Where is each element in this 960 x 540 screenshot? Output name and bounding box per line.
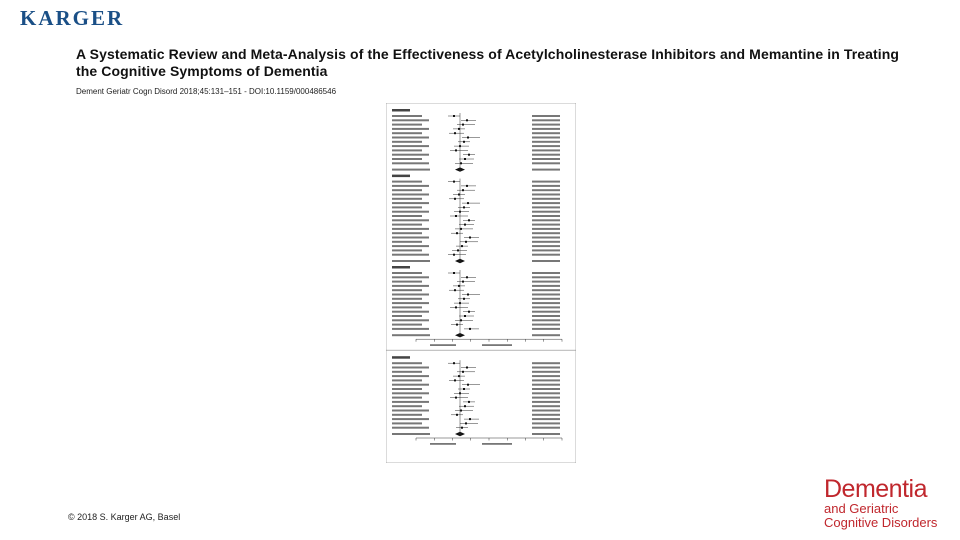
study-label [392, 194, 429, 196]
effect-point [464, 224, 466, 226]
effect-point [462, 281, 464, 283]
study-label [392, 149, 422, 151]
study-label [392, 392, 429, 394]
study-label [392, 211, 429, 213]
study-label [392, 367, 429, 369]
effect-point [465, 422, 467, 424]
effect-point [454, 379, 456, 381]
effect-point [464, 405, 466, 407]
effect-value [532, 388, 560, 390]
effect-value [532, 281, 560, 283]
effect-point [467, 202, 469, 204]
study-label [392, 128, 429, 130]
effect-point [463, 298, 465, 300]
subtotal-label [392, 169, 430, 171]
effect-point [460, 319, 462, 321]
favours-right-label [482, 443, 512, 445]
effect-point [456, 324, 458, 326]
effect-value [532, 206, 560, 208]
forest-plot-figure [386, 103, 576, 463]
effect-point [456, 232, 458, 234]
effect-point [466, 367, 468, 369]
effect-value [532, 237, 560, 239]
effect-value [532, 401, 560, 403]
effect-point [454, 198, 456, 200]
effect-value [532, 254, 560, 256]
study-label [392, 422, 422, 424]
effect-point [464, 315, 466, 317]
study-label [392, 132, 422, 134]
study-label [392, 198, 422, 200]
effect-value [532, 115, 560, 117]
study-label [392, 281, 422, 283]
effect-value [532, 427, 560, 429]
effect-point [453, 115, 455, 117]
effect-value [532, 154, 560, 156]
subtotal-value [532, 433, 560, 435]
effect-point [458, 285, 460, 287]
effect-value [532, 375, 560, 377]
effect-point [460, 410, 462, 412]
effect-value [532, 241, 560, 243]
effect-point [466, 185, 468, 187]
effect-value [532, 185, 560, 187]
study-label [392, 215, 422, 217]
effect-point [463, 388, 465, 390]
copyright: © 2018 S. Karger AG, Basel [68, 512, 181, 522]
study-label [392, 119, 429, 121]
effect-point [462, 124, 464, 126]
effect-point [453, 254, 455, 256]
effect-value [532, 272, 560, 274]
study-label [392, 371, 422, 373]
study-label [392, 315, 422, 317]
study-label [392, 232, 422, 234]
study-label [392, 206, 422, 208]
effect-value [532, 232, 560, 234]
journal-logo [824, 476, 954, 530]
favours-left-label [430, 344, 456, 346]
study-label [392, 311, 429, 313]
effect-point [464, 158, 466, 160]
effect-value [532, 397, 560, 399]
effect-point [455, 149, 457, 151]
effect-point [455, 306, 457, 308]
study-label [392, 410, 429, 412]
effect-value [532, 137, 560, 139]
study-label [392, 397, 422, 399]
study-label [392, 224, 422, 226]
effect-value [532, 215, 560, 217]
study-label [392, 328, 429, 330]
effect-value [532, 158, 560, 160]
effect-value [532, 422, 560, 424]
effect-value [532, 124, 560, 126]
effect-point [462, 189, 464, 191]
favours-left-label [430, 443, 456, 445]
effect-value [532, 162, 560, 164]
effect-point [455, 397, 457, 399]
effect-point [461, 427, 463, 429]
effect-point [458, 128, 460, 130]
study-label [392, 245, 429, 247]
effect-point [468, 219, 470, 221]
figure-frame [386, 103, 576, 463]
effect-value [532, 119, 560, 121]
study-label [392, 249, 422, 251]
study-label [392, 285, 429, 287]
effect-value [532, 145, 560, 147]
effect-value [532, 198, 560, 200]
effect-point [469, 237, 471, 239]
slide-title: A Systematic Review and Meta-Analysis of the Effectiveness of Acetylcholinesterase Inhibitors and Memantine in Treating the Cognitive Symptoms of Dementia [76, 46, 900, 79]
section-header [392, 109, 410, 112]
effect-point [467, 294, 469, 296]
effect-point [469, 418, 471, 420]
subtotal-value [532, 169, 560, 171]
effect-value [532, 418, 560, 420]
study-label [392, 145, 429, 147]
study-label [392, 401, 429, 403]
effect-value [532, 371, 560, 373]
effect-value [532, 194, 560, 196]
effect-point [463, 206, 465, 208]
effect-value [532, 405, 560, 407]
study-label [392, 124, 422, 126]
effect-point [456, 414, 458, 416]
study-label [392, 137, 429, 139]
study-label [392, 254, 429, 256]
effect-value [532, 132, 560, 134]
effect-value [532, 414, 560, 416]
effect-point [454, 132, 456, 134]
effect-value [532, 384, 560, 386]
karger-logo: KARGER [20, 6, 125, 30]
section-header [392, 266, 410, 269]
effect-point [453, 362, 455, 364]
study-label [392, 272, 422, 274]
effect-value [532, 219, 560, 221]
study-label [392, 375, 429, 377]
study-label [392, 115, 422, 117]
study-label [392, 189, 422, 191]
study-label [392, 319, 429, 321]
journal-name-line1: Dementia [824, 475, 927, 503]
study-label [392, 362, 422, 364]
effect-point [465, 241, 467, 243]
effect-value [532, 249, 560, 251]
effect-value [532, 211, 560, 213]
effect-point [454, 289, 456, 291]
effect-point [453, 272, 455, 274]
effect-point [462, 371, 464, 373]
study-label [392, 414, 422, 416]
study-label [392, 237, 429, 239]
effect-value [532, 328, 560, 330]
study-label [392, 219, 429, 221]
study-label [392, 298, 422, 300]
section-header [392, 175, 410, 178]
effect-point [461, 245, 463, 247]
journal-name-line3: Cognitive Disorders [824, 515, 938, 530]
effect-point [460, 228, 462, 230]
study-label [392, 241, 422, 243]
effect-value [532, 367, 560, 369]
effect-value [532, 289, 560, 291]
study-label [392, 185, 429, 187]
effect-value [532, 128, 560, 130]
effect-value [532, 298, 560, 300]
study-label [392, 228, 429, 230]
study-label [392, 384, 429, 386]
journal-name-line2: and Geriatric [824, 501, 899, 516]
effect-value [532, 379, 560, 381]
effect-value [532, 149, 560, 151]
effect-value [532, 392, 560, 394]
study-label [392, 181, 422, 183]
effect-point [460, 162, 462, 164]
study-label [392, 154, 429, 156]
study-label [392, 379, 422, 381]
effect-value [532, 224, 560, 226]
effect-value [532, 276, 560, 278]
effect-value [532, 181, 560, 183]
effect-point [466, 276, 468, 278]
subtotal-value [532, 260, 560, 262]
effect-point [455, 215, 457, 217]
favours-right-label [482, 344, 512, 346]
effect-value [532, 189, 560, 191]
citation: Dement Geriatr Cogn Disord 2018;45:131–151 - DOI:10.1159/000486546 [76, 87, 337, 96]
study-label [392, 302, 429, 304]
study-label [392, 418, 429, 420]
effect-point [467, 384, 469, 386]
effect-point [466, 119, 468, 121]
study-label [392, 276, 429, 278]
study-label [392, 427, 429, 429]
study-label [392, 158, 422, 160]
effect-point [453, 181, 455, 183]
subtotal-value [532, 334, 560, 336]
effect-value [532, 306, 560, 308]
effect-value [532, 202, 560, 204]
subtotal-label [392, 260, 430, 262]
study-label [392, 141, 422, 143]
subtotal-label [392, 334, 430, 336]
effect-value [532, 362, 560, 364]
effect-value [532, 141, 560, 143]
study-label [392, 388, 422, 390]
effect-point [457, 249, 459, 251]
subtotal-label [392, 433, 430, 435]
section-header [392, 356, 410, 359]
study-label [392, 324, 422, 326]
study-label [392, 405, 422, 407]
effect-value [532, 410, 560, 412]
study-label [392, 306, 422, 308]
effect-value [532, 294, 560, 296]
effect-point [458, 194, 460, 196]
effect-value [532, 315, 560, 317]
effect-value [532, 319, 560, 321]
effect-point [458, 375, 460, 377]
effect-point [468, 401, 470, 403]
effect-point [468, 311, 470, 313]
study-label [392, 162, 429, 164]
effect-value [532, 228, 560, 230]
study-label [392, 202, 429, 204]
study-label [392, 289, 422, 291]
effect-point [469, 328, 471, 330]
study-label [392, 294, 429, 296]
effect-value [532, 302, 560, 304]
effect-value [532, 245, 560, 247]
effect-value [532, 311, 560, 313]
effect-point [467, 137, 469, 139]
effect-value [532, 324, 560, 326]
effect-point [468, 154, 470, 156]
effect-point [463, 141, 465, 143]
effect-value [532, 285, 560, 287]
